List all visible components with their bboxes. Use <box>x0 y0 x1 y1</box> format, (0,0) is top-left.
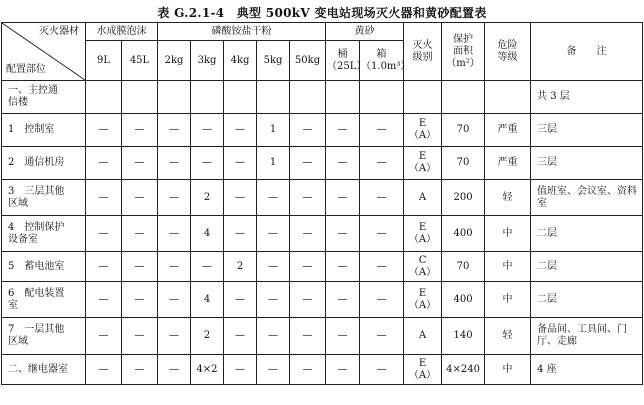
quantity-cell <box>326 81 360 114</box>
area-cell: 70 <box>442 252 485 282</box>
level-cell: E （A） <box>404 355 442 385</box>
table-row <box>2 252 643 282</box>
header-group-sand: 黄砂 <box>326 23 404 41</box>
quantity-cell: — <box>257 216 290 252</box>
quantity-cell: — <box>326 282 360 318</box>
quantity-cell: — <box>224 282 257 318</box>
danger-cell: 轻 <box>485 180 531 216</box>
header-4kg: 4kg <box>224 41 257 81</box>
area-cell: 140 <box>442 318 485 355</box>
location-cell: 6 配电装置 室 <box>2 282 86 318</box>
quantity-cell: — <box>290 180 326 216</box>
quantity-cell: — <box>122 114 158 147</box>
corner-top-label: 灭火器材 <box>39 26 79 37</box>
quantity-cell: — <box>191 252 224 282</box>
note-cell: 二层 <box>531 252 643 282</box>
quantity-cell: — <box>360 180 404 216</box>
quantity-cell <box>290 81 326 114</box>
note-cell: 三层 <box>531 114 643 147</box>
location-cell: 2 通信机房 <box>2 147 86 180</box>
level-cell: E （A） <box>404 216 442 252</box>
location-cell: 5 蓄电池室 <box>2 252 86 282</box>
header-5kg: 5kg <box>257 41 290 81</box>
note-cell: 备品间、工具间、门厅、走廊 <box>531 318 643 355</box>
header-level: 灭火 级别 <box>404 23 442 81</box>
note-cell: 二层 <box>531 216 643 252</box>
header-box: 箱 （1.0m³） <box>360 41 404 81</box>
area-cell: 200 <box>442 180 485 216</box>
area-cell <box>442 81 485 114</box>
quantity-cell: — <box>360 318 404 355</box>
header-2kg: 2kg <box>158 41 191 81</box>
location-cell: 1 控制室 <box>2 114 86 147</box>
note-cell: 4 座 <box>531 355 643 385</box>
level-cell: E （A） <box>404 282 442 318</box>
location-cell: 二、继电器室 <box>2 355 86 385</box>
quantity-cell <box>360 81 404 114</box>
quantity-cell: — <box>158 180 191 216</box>
quantity-cell: — <box>257 180 290 216</box>
level-cell: E （A） <box>404 147 442 180</box>
quantity-cell: — <box>158 216 191 252</box>
header-group-powder: 磷酸铵盐干粉 <box>158 23 326 41</box>
header-area: 保护 面积 （m²） <box>442 23 485 81</box>
danger-cell: 严重 <box>485 114 531 147</box>
quantity-cell: 2 <box>191 318 224 355</box>
table-row <box>2 180 643 216</box>
quantity-cell: — <box>122 252 158 282</box>
table-row <box>2 81 643 114</box>
corner-bottom-label: 配置部位 <box>6 64 46 75</box>
area-cell: 400 <box>442 216 485 252</box>
danger-cell: 中 <box>485 355 531 385</box>
area-cell: 400 <box>442 282 485 318</box>
location-cell: 7 一层其他 区域 <box>2 318 86 355</box>
danger-cell: 严重 <box>485 147 531 180</box>
quantity-cell: — <box>86 180 122 216</box>
danger-cell: 中 <box>485 252 531 282</box>
quantity-cell: — <box>326 318 360 355</box>
level-cell: A <box>404 180 442 216</box>
quantity-cell: — <box>290 252 326 282</box>
quantity-cell: — <box>86 252 122 282</box>
quantity-cell <box>257 81 290 114</box>
quantity-cell: — <box>360 355 404 385</box>
quantity-cell: — <box>224 147 257 180</box>
table-row <box>2 282 643 318</box>
quantity-cell: 1 <box>257 114 290 147</box>
quantity-cell: — <box>191 114 224 147</box>
note-cell: 三层 <box>531 147 643 180</box>
quantity-cell: — <box>158 114 191 147</box>
quantity-cell: — <box>360 216 404 252</box>
quantity-cell: — <box>158 318 191 355</box>
quantity-cell <box>191 81 224 114</box>
danger-cell: 轻 <box>485 318 531 355</box>
quantity-cell: — <box>326 114 360 147</box>
quantity-cell: 4×2 <box>191 355 224 385</box>
quantity-cell: — <box>290 147 326 180</box>
quantity-cell: — <box>326 355 360 385</box>
level-cell: C （A） <box>404 252 442 282</box>
quantity-cell: — <box>122 355 158 385</box>
quantity-cell: — <box>257 318 290 355</box>
quantity-cell: — <box>158 147 191 180</box>
quantity-cell: — <box>224 114 257 147</box>
quantity-cell: 4 <box>191 216 224 252</box>
header-50kg: 50kg <box>290 41 326 81</box>
quantity-cell: — <box>326 216 360 252</box>
quantity-cell: — <box>86 147 122 180</box>
area-cell: 70 <box>442 147 485 180</box>
quantity-cell: 1 <box>257 147 290 180</box>
quantity-cell: — <box>257 252 290 282</box>
danger-cell: 中 <box>485 216 531 252</box>
quantity-cell: — <box>86 318 122 355</box>
header-danger: 危险 等级 <box>485 23 531 81</box>
table-title: 表 G.2.1-4 典型 500kV 变电站现场灭火器和黄砂配置表 <box>157 6 487 20</box>
note-cell: 值班室、会议室、资料室 <box>531 180 643 216</box>
quantity-cell: — <box>122 180 158 216</box>
table-row <box>2 355 643 385</box>
config-table <box>1 22 643 385</box>
quantity-cell: — <box>290 355 326 385</box>
header-group-foam: 水成膜泡沫 <box>86 23 158 41</box>
level-cell: E （A） <box>404 114 442 147</box>
header-9l: 9L <box>86 41 122 81</box>
quantity-cell: — <box>290 114 326 147</box>
quantity-cell <box>158 81 191 114</box>
header-row-1 <box>2 23 643 41</box>
location-cell: 一、主控通 信楼 <box>2 81 86 114</box>
quantity-cell: — <box>122 216 158 252</box>
note-cell: 二层 <box>531 282 643 318</box>
quantity-cell: — <box>326 252 360 282</box>
quantity-cell: — <box>86 216 122 252</box>
quantity-cell: — <box>360 147 404 180</box>
quantity-cell <box>122 81 158 114</box>
quantity-cell: — <box>158 355 191 385</box>
quantity-cell: — <box>122 282 158 318</box>
location-cell: 3 三层其他 区域 <box>2 180 86 216</box>
quantity-cell <box>224 81 257 114</box>
danger-cell <box>485 81 531 114</box>
quantity-cell: — <box>360 282 404 318</box>
quantity-cell: — <box>86 355 122 385</box>
quantity-cell: — <box>290 216 326 252</box>
quantity-cell: — <box>224 180 257 216</box>
location-cell: 4 控制保护 设备室 <box>2 216 86 252</box>
quantity-cell: — <box>122 318 158 355</box>
quantity-cell: — <box>326 147 360 180</box>
level-cell: A <box>404 318 442 355</box>
quantity-cell: — <box>158 252 191 282</box>
quantity-cell: — <box>290 282 326 318</box>
quantity-cell: — <box>257 282 290 318</box>
header-bucket: 桶 （25L） <box>326 41 360 81</box>
quantity-cell: — <box>224 216 257 252</box>
quantity-cell: 2 <box>191 180 224 216</box>
header-notes: 备 注 <box>531 23 643 81</box>
quantity-cell: — <box>257 355 290 385</box>
quantity-cell: — <box>191 147 224 180</box>
level-cell <box>404 81 442 114</box>
quantity-cell: — <box>290 318 326 355</box>
quantity-cell: 2 <box>224 252 257 282</box>
area-cell: 4×240 <box>442 355 485 385</box>
quantity-cell <box>86 81 122 114</box>
area-cell: 70 <box>442 114 485 147</box>
table-row <box>2 114 643 147</box>
quantity-cell: — <box>326 180 360 216</box>
quantity-cell: — <box>360 114 404 147</box>
header-3kg: 3kg <box>191 41 224 81</box>
table-row <box>2 318 643 355</box>
table-row <box>2 147 643 180</box>
quantity-cell: — <box>158 282 191 318</box>
corner-cell <box>2 23 86 81</box>
header-45l: 45L <box>122 41 158 81</box>
quantity-cell: — <box>122 147 158 180</box>
quantity-cell: — <box>86 114 122 147</box>
quantity-cell: — <box>224 318 257 355</box>
danger-cell: 中 <box>485 282 531 318</box>
quantity-cell: — <box>86 282 122 318</box>
note-cell: 共 3 层 <box>531 81 643 114</box>
quantity-cell: 4 <box>191 282 224 318</box>
quantity-cell: — <box>360 252 404 282</box>
quantity-cell: — <box>224 355 257 385</box>
table-row <box>2 216 643 252</box>
